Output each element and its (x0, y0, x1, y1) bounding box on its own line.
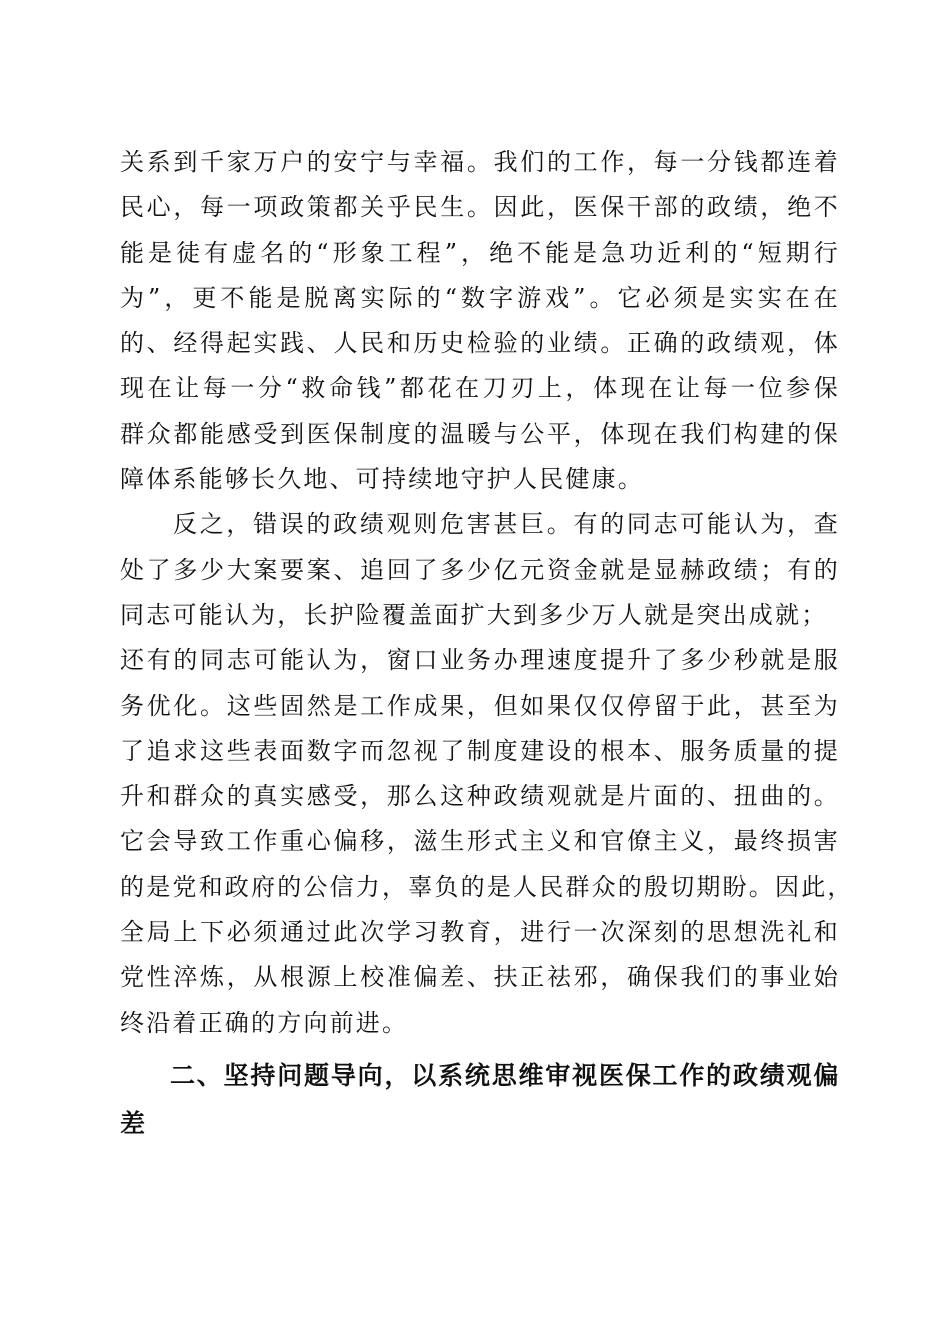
paragraph-line: 反之，错误的政绩观则危害甚巨。有的同志可能认为，查 (173, 510, 840, 539)
paragraph-line: 务优化。这些固然是工作成果，但如果仅仅停留于此，甚至为 (120, 691, 840, 720)
paragraph-line: 终沿着正确的方向前进。 (120, 1008, 409, 1037)
document-body (120, 140, 854, 1148)
paragraph-line: 群众都能感受到医保制度的温暖与公平，体现在我们构建的保 (120, 419, 840, 448)
paragraph-line: 党性淬炼，从根源上校准偏差、扶正祛邪，确保我们的事业始 (120, 963, 840, 992)
paragraph-line: 障体系能够长久地、可持续地守护人民健康。 (120, 465, 644, 494)
paragraph-line: 的、经得起实践、人民和历史检验的业绩。正确的政绩观，体 (120, 329, 840, 358)
paragraph-1 (120, 140, 840, 502)
paragraph-line: 它会导致工作重心偏移，滋生形式主义和官僚主义，最终损害 (120, 827, 840, 856)
paragraph-line: 为”，更不能是脱离实际的“数字游戏”。它必须是实实在在 (120, 283, 840, 312)
paragraph-2 (120, 502, 854, 1046)
section-heading (120, 1052, 840, 1148)
paragraph-line: 还有的同志可能认为，窗口业务办理速度提升了多少秒就是服 (120, 646, 840, 675)
paragraph-line: 全局上下必须通过此次学习教育，进行一次深刻的思想洗礼和 (120, 918, 840, 947)
paragraph-line: 处了多少大案要案、追回了多少亿元资金就是显赫政绩；有的 (120, 555, 840, 584)
section-heading-line: 二、坚持问题导向，以系统思维审视医保工作的政绩观偏 (170, 1060, 840, 1090)
paragraph-line: 同志可能认为，长护险覆盖面扩大到多少万人就是突出成就； (120, 600, 828, 629)
paragraph-line: 关系到千家万户的安宁与幸福。我们的工作，每一分钱都连着 (120, 148, 840, 176)
paragraph-line: 升和群众的真实感受，那么这种政绩观就是片面的、扭曲的。 (120, 782, 840, 811)
paragraph-line: 的是党和政府的公信力，辜负的是人民群众的殷切期盼。因此， (120, 872, 854, 901)
paragraph-line: 民心，每一项政策都关乎民生。因此，医保干部的政绩，绝不 (120, 193, 840, 222)
paragraph-line: 了追求这些表面数字而忽视了制度建设的根本、服务质量的提 (120, 736, 840, 765)
paragraph-line: 现在让每一分“救命钱”都花在刀刃上，体现在让每一位参保 (120, 374, 840, 403)
section-heading-line: 差 (120, 1108, 147, 1138)
paragraph-line: 能是徒有虚名的“形象工程”，绝不能是急功近利的“短期行 (120, 238, 840, 267)
